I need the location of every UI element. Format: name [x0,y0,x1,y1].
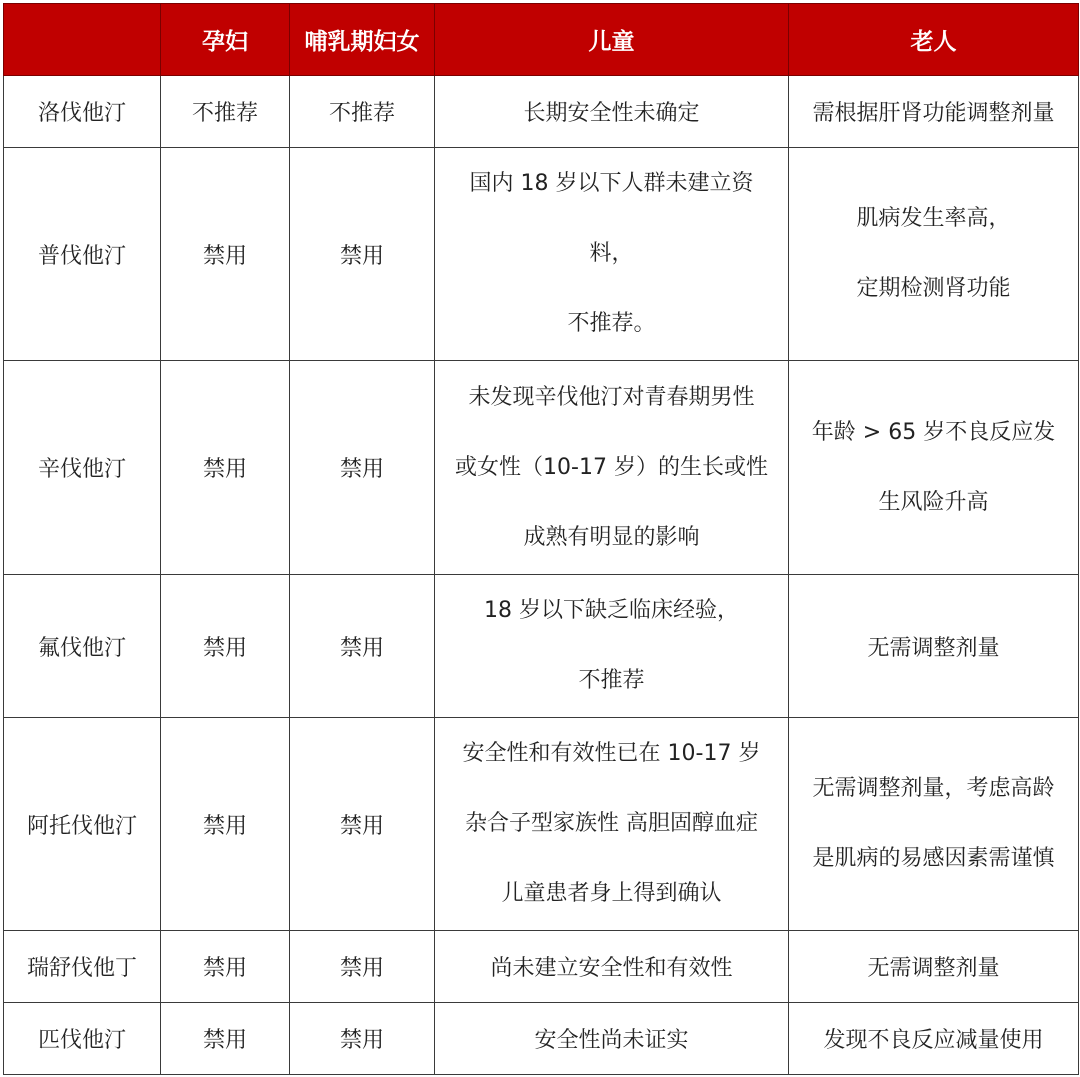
header-pregnant: 孕妇 [161,4,290,76]
children-cell [435,931,789,1003]
drug-name: 匹伐他汀 [4,1003,161,1075]
lactating-cell: 不推荐 [290,76,435,148]
children-line: 安全性和有效性已在 10-17 岁 [462,741,761,766]
elderly-line: 定期检测肾功能 [856,276,1011,301]
lactating-cell: 禁用 [290,718,435,931]
elderly-cell [789,148,1079,361]
header-children: 儿童 [435,4,789,76]
elderly-line: 需根据肝肾功能调整剂量 [812,101,1055,126]
children-line: 成熟有明显的影响 [523,524,700,550]
header-elderly: 老人 [789,4,1079,76]
elderly-cell [789,718,1079,931]
pregnant-cell: 禁用 [161,361,290,575]
elderly-cell [789,361,1079,575]
elderly-line: 生风险升高 [878,489,989,515]
pregnant-cell: 禁用 [161,718,290,931]
children-cell [435,575,789,718]
children-line: 料， [589,241,634,266]
table-row [4,1003,1079,1075]
elderly-line: 无需调整剂量，考虑高龄 [812,776,1055,801]
pregnant-cell: 禁用 [161,575,290,718]
drug-name: 辛伐他汀 [4,361,161,575]
elderly-line: 无需调整剂量 [867,635,1000,661]
table-row [4,361,1079,575]
children-line: 不推荐 [578,668,645,693]
children-line: 尚未建立安全性和有效性 [490,956,733,981]
children-cell [435,148,789,361]
pregnant-cell: 禁用 [161,931,290,1003]
children-line: 未发现辛伐他汀对青春期男性 [468,384,755,410]
table-row [4,575,1079,718]
children-line: 安全性尚未证实 [534,1028,689,1053]
pregnant-cell: 禁用 [161,1003,290,1075]
children-line: 不推荐。 [567,311,656,336]
lactating-cell: 禁用 [290,1003,435,1075]
children-cell [435,76,789,148]
elderly-cell [789,76,1079,148]
statin-special-population-table [3,3,1079,1075]
drug-name: 普伐他汀 [4,148,161,361]
elderly-cell [789,575,1079,718]
elderly-cell [789,931,1079,1003]
elderly-line: 年龄 > 65 岁不良反应发 [811,419,1056,445]
drug-name: 阿托伐他汀 [4,718,161,931]
header-lactating: 哺乳期妇女 [290,4,435,76]
table-row [4,718,1079,931]
pregnant-cell: 禁用 [161,148,290,361]
header-drug [4,4,161,76]
elderly-line: 无需调整剂量 [867,956,1000,981]
table-row [4,76,1079,148]
table-row [4,148,1079,361]
elderly-line: 肌病发生率高， [856,206,1011,231]
elderly-line: 发现不良反应减量使用 [823,1028,1044,1053]
lactating-cell: 禁用 [290,148,435,361]
children-line: 长期安全性未确定 [523,101,700,126]
drug-name: 洛伐他汀 [4,76,161,148]
children-line: 国内 18 岁以下人群未建立资 [469,171,754,196]
children-cell [435,361,789,575]
drug-name: 氟伐他汀 [4,575,161,718]
children-line: 杂合子型家族性 高胆固醇血症 [465,811,758,836]
children-cell [435,1003,789,1075]
children-cell [435,718,789,931]
children-line: 儿童患者身上得到确认 [501,881,722,906]
lactating-cell: 禁用 [290,361,435,575]
children-line: 18 岁以下缺乏临床经验， [484,598,739,623]
lactating-cell: 禁用 [290,931,435,1003]
elderly-cell [789,1003,1079,1075]
children-line: 或女性（10-17 岁）的生长或性 [455,454,768,480]
elderly-line: 是肌病的易感因素需谨慎 [812,846,1055,871]
drug-name: 瑞舒伐他丁 [4,931,161,1003]
header-row [4,4,1079,76]
table-row [4,931,1079,1003]
pregnant-cell: 不推荐 [161,76,290,148]
lactating-cell: 禁用 [290,575,435,718]
